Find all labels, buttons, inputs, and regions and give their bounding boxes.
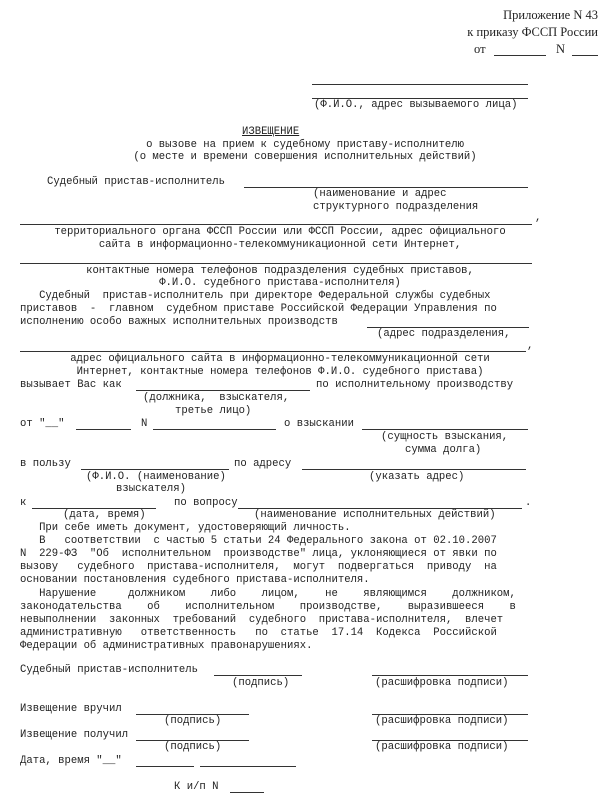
unit-address-field[interactable] xyxy=(20,224,532,225)
violation-para-line-2: законодательства об исполнительном производстве, выразившееся в xyxy=(20,601,516,613)
caption-org-2: сайта в информационно-телекоммуникационной сети Интернет, xyxy=(98,239,462,251)
bailiff-decoding-field[interactable] xyxy=(372,675,528,676)
case-number-label: N xyxy=(141,418,148,430)
violation-para-line-1: Нарушение должником либо лицом, не являющимся должником, xyxy=(20,588,516,600)
case-date-label: от "__" xyxy=(20,418,65,430)
director-para-line-2: приставов - главном судебном приставе Российской Федерации Управления по xyxy=(20,303,497,315)
order-date-field[interactable] xyxy=(494,55,546,56)
kip-number-field[interactable] xyxy=(230,792,264,793)
law-para-line-1: В соответствии с частью 5 статьи 24 Федерального закона от 02.10.2007 xyxy=(20,535,497,547)
period: . xyxy=(525,497,532,509)
law-para-line-2: N 229-ФЗ "Об исполнительном производстве" лица, уклоняющиеся от явки по xyxy=(20,548,497,560)
address-field[interactable] xyxy=(302,469,526,470)
sign-bailiff-label: Судебный пристав-исполнитель xyxy=(20,664,199,676)
caption-essence-1: (сущность взыскания, xyxy=(381,431,509,443)
role-field[interactable] xyxy=(136,390,310,391)
receipt-time-field[interactable] xyxy=(200,766,296,767)
creditor-field[interactable] xyxy=(81,469,229,470)
datetime-prefix: к xyxy=(20,497,27,509)
bailiff-signature-field[interactable] xyxy=(214,675,302,676)
caption-phones-1: контактные номера телефонов подразделения судебных приставов, xyxy=(86,265,474,277)
in-favor-label: в пользу xyxy=(20,458,71,470)
document-title: ИЗВЕЩЕНИЕ xyxy=(242,126,300,138)
caption-decoding-1: (расшифровка подписи) xyxy=(375,677,509,689)
receipt-date-field[interactable] xyxy=(136,766,194,767)
caption-name-1: (Ф.И.О. (наименование) xyxy=(86,471,226,483)
caption-phones-2: Ф.И.О. судебного пристава-исполнителя) xyxy=(159,277,401,289)
comma-1: , xyxy=(535,212,542,224)
bailiff-label: Судебный пристав-исполнитель xyxy=(47,176,226,188)
document-subtitle-2: (о месте и времени совершения исполнительных действий) xyxy=(133,151,477,163)
order-number-field[interactable] xyxy=(572,55,598,56)
order-number-label: N xyxy=(556,42,566,56)
delivered-label: Извещение вручил xyxy=(20,703,122,715)
recovery-label: о взыскании xyxy=(284,418,354,430)
law-para-line-4: основании постановления судебного пристава-исполнителя. xyxy=(20,574,370,586)
violation-para-line-5: Федерации об административных правонарушениях. xyxy=(20,640,313,652)
on-question-label: по вопросу xyxy=(174,497,238,509)
contacts-field[interactable] xyxy=(20,263,532,264)
id-document-note: При себе иметь документ, удостоверяющий личность. xyxy=(20,522,351,534)
document-subtitle-1: о вызове на прием к судебному приставу-исполнителю xyxy=(146,139,464,151)
violation-para-line-3: невыполнении законных требований судебного пристава-исполнителя, влечет xyxy=(20,614,504,626)
recovery-field[interactable] xyxy=(362,429,528,430)
caption-essence-2: сумма долга) xyxy=(405,444,482,456)
received-label: Извещение получил xyxy=(20,729,129,741)
director-para-line-1: Судебный пристав-исполнитель при директоре Федеральной службы судебных xyxy=(20,290,491,302)
caption-signature-2: (подпись) xyxy=(164,715,222,727)
calls-as-label: вызывает Вас как xyxy=(20,379,122,391)
for-case-label: по исполнительному производству xyxy=(316,379,514,391)
order-reference: к приказу ФССП России xyxy=(467,25,598,39)
director-address-field[interactable] xyxy=(20,351,526,352)
caption-signature-1: (подпись) xyxy=(232,677,290,689)
addressee-caption: (Ф.И.О., адрес вызываемого лица) xyxy=(314,99,518,111)
comma-2: , xyxy=(527,340,534,352)
datetime-label: Дата, время "__" xyxy=(20,755,122,767)
caption-decoding-2: (расшифровка подписи) xyxy=(375,715,509,727)
caption-director-2: адрес официального сайта в информационно-телекоммуникационной сети xyxy=(70,353,490,365)
order-date-label: от xyxy=(474,42,486,56)
caption-director-3: Интернет, контактные номера телефонов Ф.И.О. судебного пристава) xyxy=(76,366,484,378)
case-number-field[interactable] xyxy=(153,429,276,430)
kip-label: К и/п N xyxy=(174,781,219,793)
appendix-number: Приложение N 43 xyxy=(503,8,598,22)
caption-action: (наименование исполнительных действий) xyxy=(254,509,496,521)
caption-signature-3: (подпись) xyxy=(164,741,222,753)
case-date-field[interactable] xyxy=(76,429,131,430)
by-address-label: по адресу xyxy=(234,458,292,470)
violation-para-line-4: административную ответственность по статье 17.14 Кодекса Российской xyxy=(20,627,497,639)
caption-decoding-3: (расшифровка подписи) xyxy=(375,741,509,753)
caption-director-1: (адрес подразделения, xyxy=(377,328,511,340)
caption-role-1: (должника, взыскателя, xyxy=(143,392,290,404)
caption-org-1: территориального органа ФССП России или ФССП России, адрес официального xyxy=(54,226,506,238)
caption-address: (указать адрес) xyxy=(369,471,465,483)
caption-name-2: взыскателя) xyxy=(116,483,186,495)
caption-datetime: (дата, время) xyxy=(63,509,146,521)
caption-unit-2: структурного подразделения xyxy=(313,201,479,213)
caption-role-2: третье лицо) xyxy=(175,405,252,417)
law-para-line-3: вызову судебного пристава-исполнителя, могут подвергаться приводу на xyxy=(20,561,497,573)
addressee-line-1[interactable] xyxy=(312,84,528,85)
director-para-line-3: исполнению особо важных исполнительных производств xyxy=(20,316,338,328)
caption-unit-1: (наименование и адрес xyxy=(313,188,447,200)
